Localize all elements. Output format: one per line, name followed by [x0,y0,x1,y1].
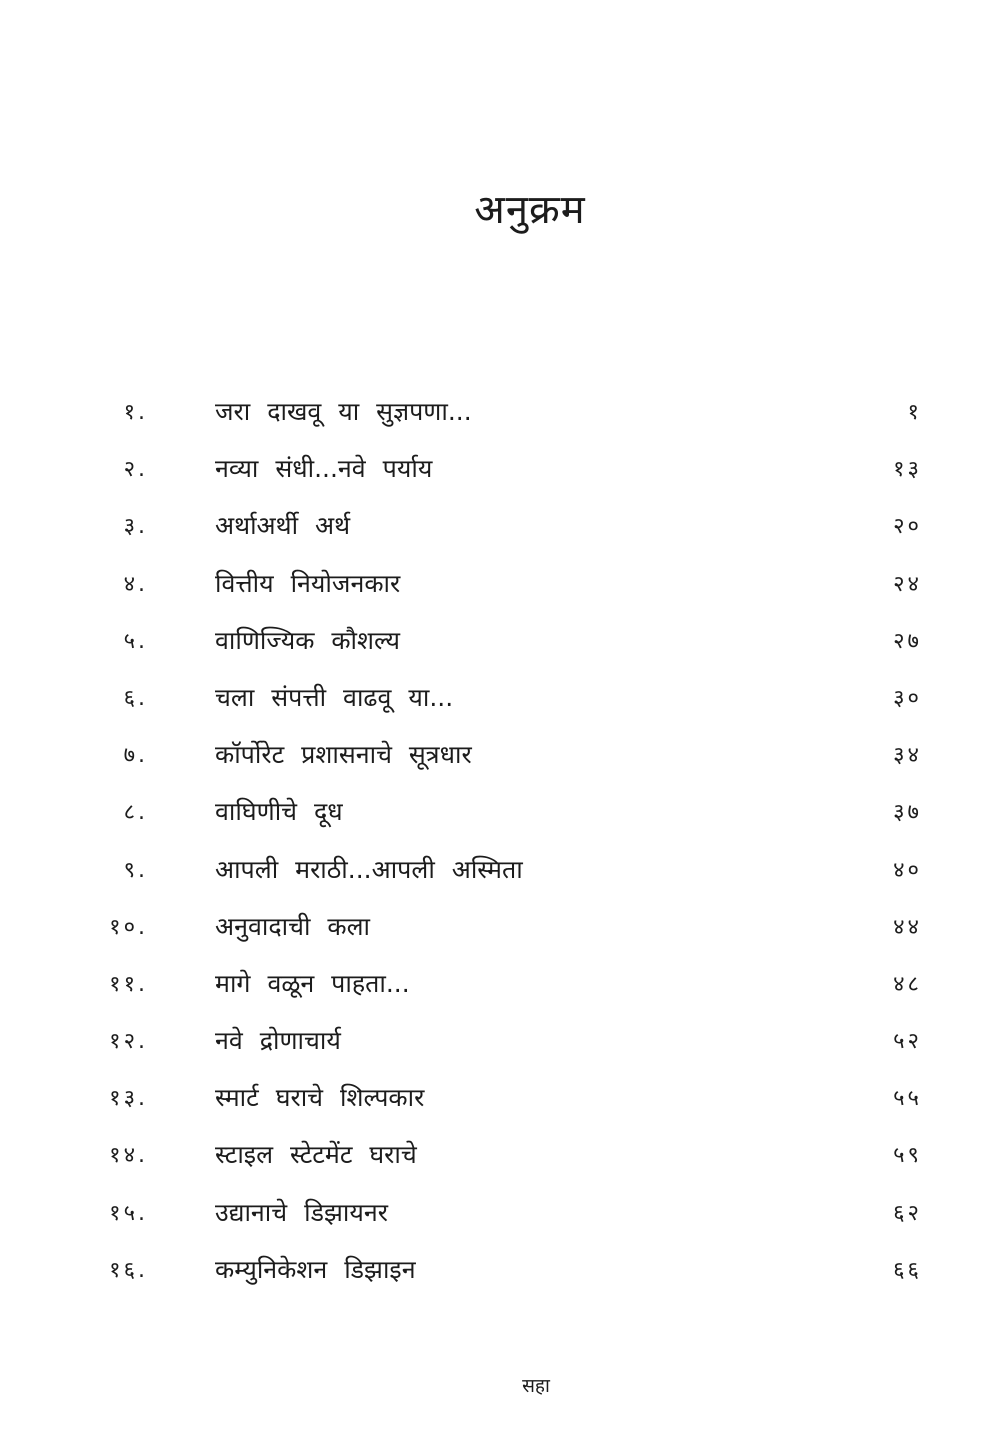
chapter-title: वाघिणीचे दूध [215,797,343,827]
toc-entry [0,962,1000,1019]
table-of-contents [0,390,1000,1305]
toc-entry [0,1248,1000,1305]
chapter-number: १०. [109,914,148,940]
toc-entry [0,1191,1000,1248]
page-number: २४ [893,571,922,597]
toc-entry [0,1019,1000,1076]
toc-entry [0,733,1000,790]
page-number: २० [893,514,922,540]
page-number: ५९ [893,1143,922,1169]
chapter-title: उद्यानाचे डिझायनर [215,1197,388,1227]
chapter-title: कॉर्पोरेट प्रशासनाचे सूत्रधार [215,740,472,770]
page-number: ३७ [893,800,922,826]
toc-entry [0,447,1000,504]
page-number: ४४ [893,914,922,940]
chapter-title: स्मार्ट घराचे शिल्पकार [215,1083,425,1113]
toc-entry [0,790,1000,847]
page-number: ३० [893,685,922,711]
toc-entry [0,1076,1000,1133]
chapter-title: अर्थाअर्थी अर्थ [215,511,351,541]
chapter-number: ८. [123,800,148,826]
page-number: १३ [893,457,922,483]
page-number: ५५ [893,1086,922,1112]
chapter-title: आपली मराठी...आपली अस्मिता [215,854,523,884]
chapter-title: स्टाइल स्टेटमेंट घराचे [215,1140,417,1170]
chapter-number: १६. [109,1257,148,1283]
chapter-number: ४. [123,571,148,597]
toc-entry [0,848,1000,905]
toc-entry [0,905,1000,962]
chapter-title: नव्या संधी...नवे पर्याय [215,454,433,484]
toc-entry [0,1133,1000,1190]
chapter-title: वाणिज्यिक कौशल्य [215,625,400,655]
toc-entry [0,562,1000,619]
chapter-number: ६. [123,685,148,711]
chapter-title: कम्युनिकेशन डिझाइन [215,1254,416,1284]
chapter-number: ९. [123,857,148,883]
chapter-number: १३. [109,1086,148,1112]
page-number: ४० [893,857,922,883]
chapter-title: अनुवादाची कला [215,911,371,941]
chapter-number: २. [123,457,148,483]
toc-entry [0,504,1000,561]
chapter-title: जरा दाखवू या सुज्ञपणा... [215,397,472,426]
page-number: १ [907,400,922,425]
chapter-title: चला संपत्ती वाढवू या... [215,682,454,712]
chapter-title: नवे द्रोणाचार्य [215,1026,341,1056]
page-number: ४८ [893,971,922,997]
chapter-title: वित्तीय नियोजनकार [215,568,401,598]
chapter-number: १५. [109,1200,148,1226]
chapter-number: ५. [123,628,148,654]
page-number: ३४ [893,743,922,769]
chapter-title: मागे वळून पाहता... [215,968,410,998]
toc-entry [0,676,1000,733]
chapter-number: ७. [123,743,148,769]
page-title: अनुक्रम [474,187,586,233]
page-number: ५२ [893,1029,922,1055]
chapter-number: १४. [109,1143,148,1169]
page-number: ६२ [893,1200,922,1226]
page-number: २७ [893,628,922,654]
chapter-number: ३. [123,514,148,540]
folio-page-number: सहा [522,1375,550,1397]
chapter-number: ११. [109,971,148,997]
toc-entry [0,619,1000,676]
toc-entry [0,390,1000,447]
page-number: ६६ [893,1257,922,1283]
chapter-number: १२. [109,1029,148,1055]
chapter-number: १. [123,400,148,425]
